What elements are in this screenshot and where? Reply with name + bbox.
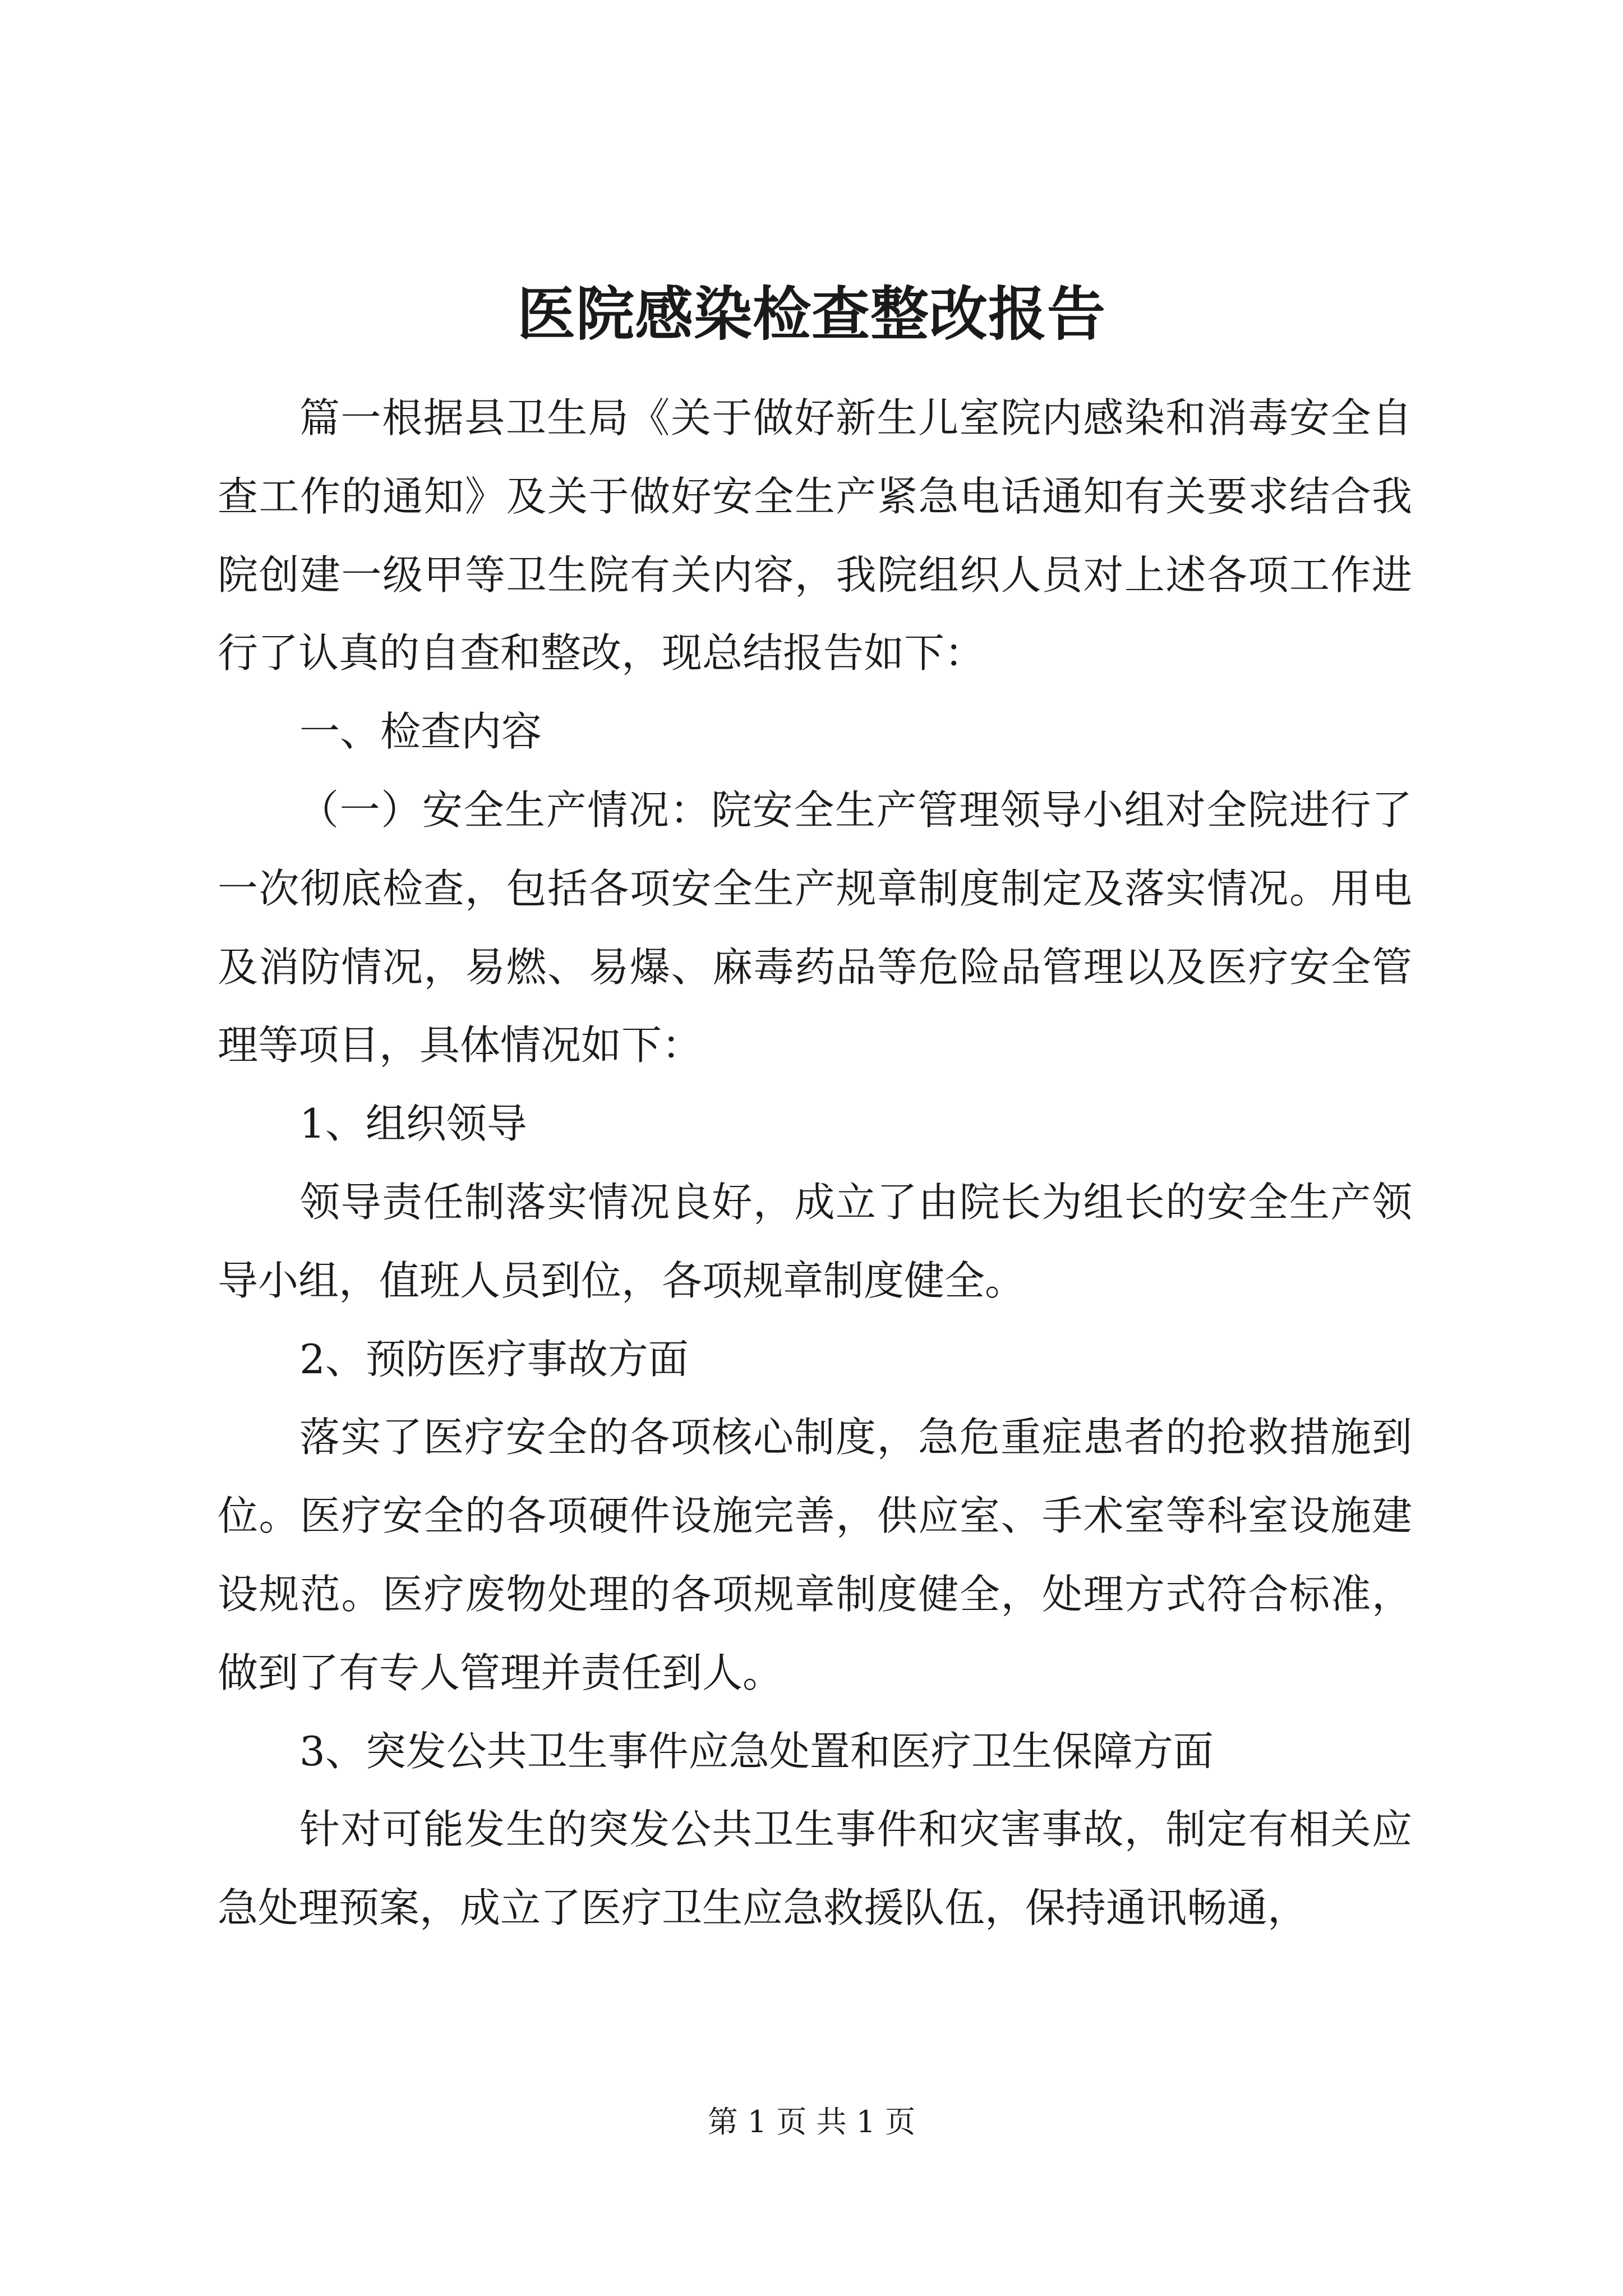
paragraph-organization: 领导责任制落实情况良好，成立了由院长为组长的安全生产领导小组，值班人员到位，各项规章制度健全。 — [218, 1178, 1412, 1304]
paragraph-intro: 篇一根据县卫生局《关于做好新生儿室院内感染和消毒安全自查工作的通知》及关于做好安全生产紧急电话通知有关要求结合我院创建一级甲等卫生院有关内容，我院组织人员对上述各项工作进行了认真的自查和整改，现总结报告如下： — [218, 394, 1412, 677]
paragraph-public-health-emergency: 针对可能发生的突发公共卫生事件和灾害事故，制定有相关应急处理预案，成立了医疗卫生应急救援队伍，保持通讯畅通， — [218, 1806, 1412, 1932]
document-body — [218, 379, 1412, 1948]
subheading-medical-accident-prevention: 2、预防医疗事故方面 — [299, 1335, 689, 1383]
paragraph-medical-accident-prevention: 落实了医疗安全的各项核心制度，急危重症患者的抢救措施到位。医疗安全的各项硬件设施完善，供应室、手术室等科室设施建设规范。医疗废物处理的各项规章制度健全，处理方式符合标准，做到了有专人管理并责任到人。 — [218, 1414, 1412, 1696]
subheading-public-health-emergency: 3、突发公共卫生事件应急处置和医疗卫生保障方面 — [299, 1727, 1214, 1775]
document-title: 医院感染检查整改报告 — [517, 279, 1106, 348]
section-heading-inspection-content: 一、检查内容 — [299, 708, 542, 756]
page-footer: 第 1 页 共 1 页 — [707, 2104, 916, 2139]
subheading-organization: 1、组织领导 — [299, 1100, 527, 1148]
paragraph-safety-production: （一）安全生产情况：院安全生产管理领导小组对全院进行了一次彻底检查，包括各项安全生产规章制度制定及落实情况。用电及消防情况，易燃、易爆、麻毒药品等危险品管理以及医疗安全管理等项目，具体情况如下： — [218, 786, 1412, 1069]
